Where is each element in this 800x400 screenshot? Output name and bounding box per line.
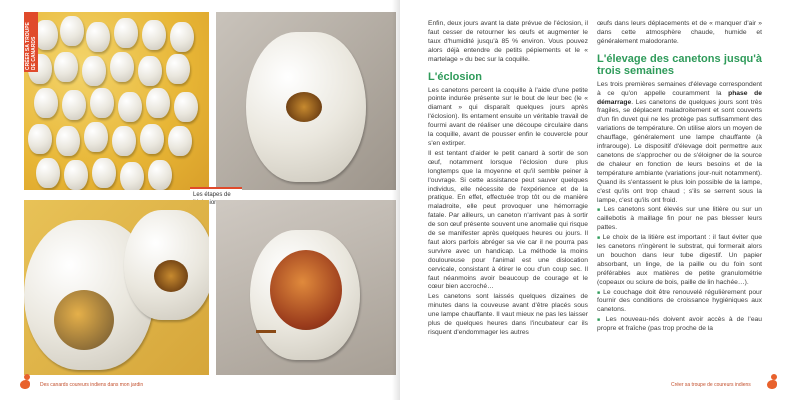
photo-eggs-in-incubator xyxy=(24,12,209,190)
paragraph-continued: œufs dans leurs déplacements et de « manquer d'air » dans cette atmosphère chaude, humide et généralement malodorante. xyxy=(597,20,762,45)
bullet-item: ■ Le couchage doit être renouvelé régulièrement pour fournir des conditions de croissance hygiéniques aux canetons. xyxy=(597,289,762,316)
photo-duckling-emerging xyxy=(24,200,209,375)
bullet-item: ■ Le choix de la litière est important : il faut éviter que les canetons n'ingèrent le substrat, qui formerait alors un bouchon dans leur tube digestif. Un papier absorbant, un linge, de la paille ou du foin sont préférables aux matières de petite granulométrie (copeaux ou sciure de bois, paille de lin hachée…). xyxy=(597,234,762,287)
side-banner xyxy=(24,12,38,72)
left-footer: Des canards coureurs indiens dans mon jardin xyxy=(40,382,144,388)
column-1 xyxy=(428,20,588,339)
heading-eclosion: L'éclosion xyxy=(428,70,482,83)
paragraph: Les trois premières semaines d'élevage correspondent à ce qu'on appelle couramment la phase de démarrage. Les canetons de quelques jours sont très fragiles, se déplacent maladroitement et sont couverts d'un fin duvet qui ne les protège pas suffisamment des variations de température. On utilise alors un moyen de chauffage, généralement une lampe chauffante (à infrarouge). Le dispositif d'élevage doit permettre aux canetons de s'approcher ou de s'éloigner de la source de chaleur en fonction de leurs besoins et de la température ambiante (variations jour-nuit notamment). Quand ils s'entassent le plus loin possible de la lampe, c'est qu'ils ont trop chaud ; s'ils se serrent sous la lampe, c'est qu'ils ont froid. xyxy=(597,80,762,204)
photo-caption: Les étapes de xyxy=(190,187,242,209)
right-footer: Créer sa troupe de coureurs indiens xyxy=(671,382,751,388)
duck-logo-icon xyxy=(765,374,779,390)
duck-logo-icon xyxy=(18,374,32,390)
photo-pipped-egg xyxy=(216,12,396,190)
photo-cracked-egg xyxy=(216,200,396,375)
bullet-item: ■ Les nouveau-nés doivent avoir accès à de l'eau propre et fraîche (pas trop proche de la xyxy=(597,316,762,334)
paragraph: Les canetons sont laissés quelques dizaines de minutes dans la couveuse avant d'être placés sous une lampe chauffante. Il vaut mieux ne pas les laisser plus de quelques heures dans l'incubateur car ils risquent d'endommager les autres xyxy=(428,293,588,336)
paragraph: Il est tentant d'aider le petit canard à sortir de son œuf, notamment lorsque l'éclosion dure plus longtemps que la moyenne et qu'il semble peiner à l'ouvrage. Si cette assistance peut sauver quelques individus, elle nécessite de l'expérience et de la pratique. En effet, effectuée trop tôt ou de manière maladroite, elle peut provoquer une hémorragie fatale. Par ailleurs, un caneton n'arrivant pas à sortir de son œuf présente souvent une anomalie qui risque de se manifester après quelques heures ou jours. Il faut alors parfois abréger sa vie car il ne pourra pas survivre avec un handicap. La méthode la moins douloureuse pour l'animal est une dislocation cervicale, consistant à étirer le cou d'un coup sec. Il faut néanmoins avoir beaucoup de courage et le cœur bien accroché… xyxy=(428,149,588,291)
side-banner-text: CRÉER SA TROUPE DE CANARDS xyxy=(25,22,37,70)
paragraph-intro: Enfin, deux jours avant la date prévue de l'éclosion, il faut cesser de retourner les œufs et augmenter le taux d'humidité jusqu'à 85 % environ. Vous pouvez alors déjà entendre de petits pépiements et le « martelage » du bec sur la coquille. xyxy=(428,20,588,63)
bullet-item: ■ Les canetons sont élevés sur une litière ou sur un caillebotis à maillage fin pour ne pas blesser leurs pattes. xyxy=(597,206,762,233)
paragraph: Les canetons percent la coquille à l'aide d'une petite pointe indurée présente sur le bout de leur bec (le « diamant » qui disparaît quelques jours après l'éclosion). Ils entament ensuite un véritable travail de fourmi avant de réaliser une découpe circulaire dans la coquille, avant de pousser enfin le couvercle pour s'en extirper. xyxy=(428,86,588,147)
heading-elevage: L'élevage des canetons jusqu'à trois semaines xyxy=(597,52,762,77)
column-2 xyxy=(597,20,762,335)
